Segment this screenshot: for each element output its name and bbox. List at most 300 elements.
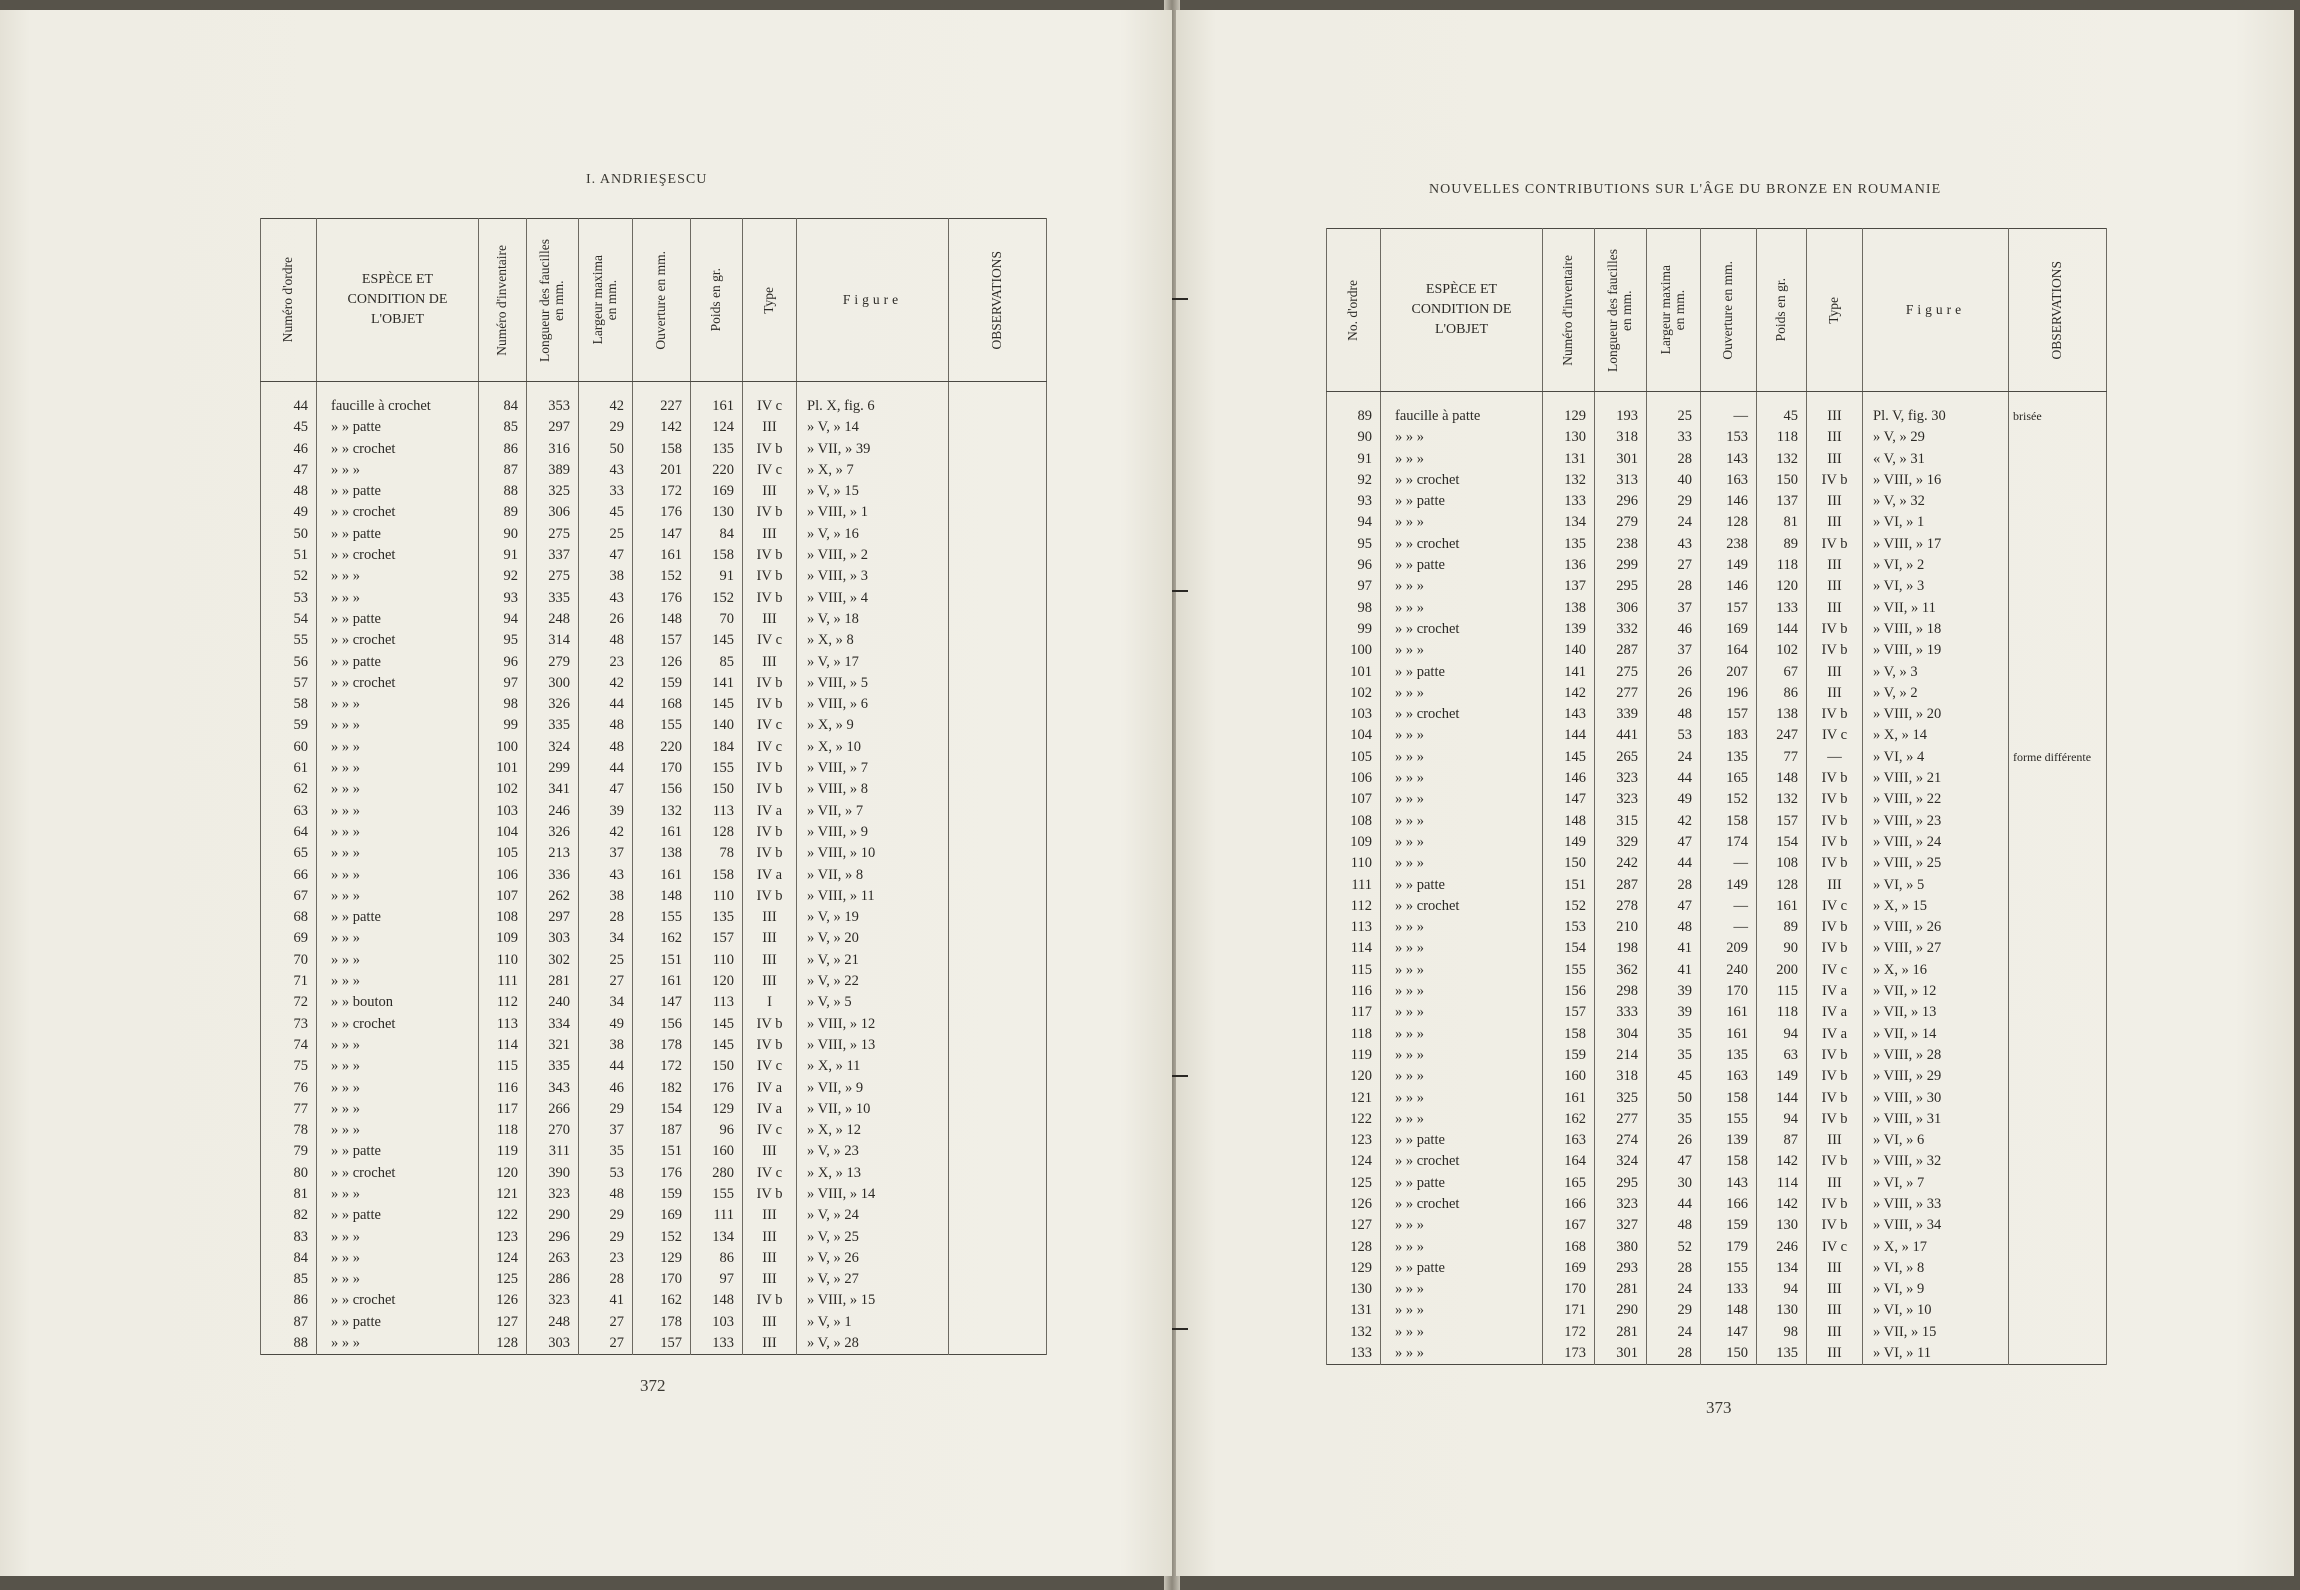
cell-inventaire: 149 <box>1543 832 1595 853</box>
cell-longueur: 262 <box>527 886 579 907</box>
table-row <box>261 652 1047 673</box>
cell-ordre: 102 <box>1327 683 1381 704</box>
table-row <box>1327 1237 2107 1258</box>
cell-largeur: 26 <box>579 609 633 630</box>
cell-espece: » » crochet <box>317 1290 479 1311</box>
cell-largeur: 24 <box>1647 512 1701 533</box>
table-row <box>261 1035 1047 1056</box>
header-observations: OBSERVATIONS <box>2009 229 2107 392</box>
cell-type: IV b <box>743 1290 797 1311</box>
cell-espece: » » » <box>1381 747 1543 768</box>
cell-type: IV b <box>1807 619 1863 640</box>
cell-poids: 103 <box>691 1312 743 1333</box>
table-row <box>261 1205 1047 1226</box>
cell-ordre: 128 <box>1327 1237 1381 1258</box>
cell-largeur: 38 <box>579 886 633 907</box>
cell-largeur: 48 <box>1647 1215 1701 1236</box>
cell-ordre: 112 <box>1327 896 1381 917</box>
cell-inventaire: 154 <box>1543 938 1595 959</box>
cell-observations <box>949 460 1047 481</box>
cell-largeur: 35 <box>1647 1045 1701 1066</box>
cell-figure: » VIII, » 10 <box>797 843 949 864</box>
cell-inventaire: 163 <box>1543 1130 1595 1151</box>
cell-ordre: 73 <box>261 1014 317 1035</box>
table-row <box>261 417 1047 438</box>
cell-type: III <box>1807 576 1863 597</box>
cell-espece: » » patte <box>317 481 479 502</box>
cell-largeur: 25 <box>1647 392 1701 428</box>
cell-largeur: 41 <box>1647 938 1701 959</box>
cell-type: III <box>1807 1258 1863 1279</box>
cell-type: III <box>1807 1173 1863 1194</box>
cell-ouverture: 172 <box>633 1056 691 1077</box>
cell-ouverture: 128 <box>1701 512 1757 533</box>
table-row <box>261 382 1047 418</box>
cell-figure: » VIII, » 1 <box>797 502 949 523</box>
header-ordre: Numéro d'ordre <box>261 219 317 382</box>
cell-type: IV c <box>743 1120 797 1141</box>
cell-poids: 97 <box>691 1269 743 1290</box>
cell-observations <box>2009 1300 2107 1321</box>
cell-observations <box>2009 1151 2107 1172</box>
cell-espece: » » » <box>1381 1066 1543 1087</box>
cell-type: III <box>743 1205 797 1226</box>
cell-poids: 130 <box>1757 1300 1807 1321</box>
cell-inventaire: 139 <box>1543 619 1595 640</box>
cell-type: IV b <box>1807 768 1863 789</box>
cell-ordre: 104 <box>1327 725 1381 746</box>
table-row <box>1327 1151 2107 1172</box>
cell-largeur: 44 <box>1647 853 1701 874</box>
cell-inventaire: 136 <box>1543 555 1595 576</box>
cell-longueur: 301 <box>1595 1343 1647 1365</box>
cell-longueur: 297 <box>527 907 579 928</box>
cell-ordre: 85 <box>261 1269 317 1290</box>
cell-figure: » X, » 16 <box>1863 960 2009 981</box>
table-row <box>261 1333 1047 1355</box>
cell-type: III <box>1807 875 1863 896</box>
cell-figure: » VII, » 39 <box>797 439 949 460</box>
cell-ouverture: 156 <box>633 779 691 800</box>
cell-ouverture: 178 <box>633 1312 691 1333</box>
cell-observations <box>2009 1088 2107 1109</box>
cell-largeur: 41 <box>579 1290 633 1311</box>
cell-ouverture: 146 <box>1701 491 1757 512</box>
cell-observations <box>2009 1045 2107 1066</box>
cell-poids: 150 <box>1757 470 1807 491</box>
cell-figure: » VIII, » 27 <box>1863 938 2009 959</box>
table-row <box>261 779 1047 800</box>
cell-poids: 89 <box>1757 534 1807 555</box>
cell-espece: » » » <box>317 737 479 758</box>
cell-figure: » VIII, » 29 <box>1863 1066 2009 1087</box>
cell-ordre: 110 <box>1327 853 1381 874</box>
cell-inventaire: 115 <box>479 1056 527 1077</box>
table-row <box>1327 598 2107 619</box>
cell-type: III <box>743 950 797 971</box>
table-row <box>1327 1173 2107 1194</box>
cell-ouverture: 165 <box>1701 768 1757 789</box>
cell-ouverture: 155 <box>633 907 691 928</box>
table-row <box>261 843 1047 864</box>
table-row <box>1327 1066 2107 1087</box>
cell-poids: 133 <box>691 1333 743 1355</box>
cell-poids: 155 <box>691 758 743 779</box>
cell-poids: 176 <box>691 1078 743 1099</box>
cell-ouverture: 162 <box>633 1290 691 1311</box>
cell-espece: » » » <box>317 1078 479 1099</box>
cell-espece: » » » <box>317 1099 479 1120</box>
cell-longueur: 198 <box>1595 938 1647 959</box>
cell-ordre: 120 <box>1327 1066 1381 1087</box>
cell-longueur: 353 <box>527 382 579 418</box>
cell-longueur: 303 <box>527 928 579 949</box>
cell-ordre: 116 <box>1327 981 1381 1002</box>
cell-poids: 118 <box>1757 1002 1807 1023</box>
cell-ouverture: 147 <box>633 524 691 545</box>
table-row <box>261 801 1047 822</box>
cell-longueur: 343 <box>527 1078 579 1099</box>
cell-largeur: 29 <box>579 1205 633 1226</box>
cell-ouverture: 161 <box>633 971 691 992</box>
cell-longueur: 213 <box>527 843 579 864</box>
cell-figure: » V, » 20 <box>797 928 949 949</box>
cell-espece: » » » <box>1381 512 1543 533</box>
cell-largeur: 28 <box>1647 449 1701 470</box>
cell-largeur: 27 <box>579 1312 633 1333</box>
cell-observations <box>2009 789 2107 810</box>
cell-poids: 169 <box>691 481 743 502</box>
cell-ordre: 71 <box>261 971 317 992</box>
cell-ordre: 124 <box>1327 1151 1381 1172</box>
cell-largeur: 24 <box>1647 747 1701 768</box>
header-ouverture: Ouverture en mm. <box>633 219 691 382</box>
cell-observations <box>949 609 1047 630</box>
cell-inventaire: 94 <box>479 609 527 630</box>
cell-largeur: 27 <box>579 971 633 992</box>
cell-poids: 150 <box>691 779 743 800</box>
cell-ouverture: 157 <box>1701 704 1757 725</box>
cell-type: IV b <box>743 1035 797 1056</box>
table-row <box>261 439 1047 460</box>
cell-espece: » » » <box>1381 768 1543 789</box>
cell-espece: » » » <box>317 928 479 949</box>
table-body <box>261 382 1047 1355</box>
cell-poids: 113 <box>691 992 743 1013</box>
cell-ouverture: — <box>1701 896 1757 917</box>
cell-ouverture: 129 <box>633 1248 691 1269</box>
cell-ordre: 76 <box>261 1078 317 1099</box>
cell-figure: » VIII, » 14 <box>797 1184 949 1205</box>
cell-observations <box>949 1056 1047 1077</box>
cell-inventaire: 92 <box>479 566 527 587</box>
cell-figure: » VI, » 5 <box>1863 875 2009 896</box>
table-body <box>1327 392 2107 1365</box>
cell-largeur: 25 <box>579 950 633 971</box>
cell-ouverture: 240 <box>1701 960 1757 981</box>
cell-ouverture: 143 <box>1701 1173 1757 1194</box>
cell-ordre: 57 <box>261 673 317 694</box>
cell-longueur: 321 <box>527 1035 579 1056</box>
cell-largeur: 42 <box>1647 811 1701 832</box>
cell-observations <box>2009 938 2107 959</box>
table-row <box>1327 1300 2107 1321</box>
cell-longueur: 315 <box>1595 811 1647 832</box>
cell-inventaire: 156 <box>1543 981 1595 1002</box>
cell-espece: » » » <box>317 588 479 609</box>
cell-figure: » VIII, » 34 <box>1863 1215 2009 1236</box>
cell-observations <box>949 1163 1047 1184</box>
cell-figure: Pl. X, fig. 6 <box>797 382 949 418</box>
cell-inventaire: 112 <box>479 992 527 1013</box>
cell-espece: » » » <box>1381 449 1543 470</box>
table-row <box>261 1312 1047 1333</box>
cell-observations <box>949 758 1047 779</box>
cell-observations <box>2009 896 2107 917</box>
cell-largeur: 39 <box>1647 1002 1701 1023</box>
cell-figure: » V, » 19 <box>797 907 949 928</box>
cell-longueur: 324 <box>1595 1151 1647 1172</box>
cell-ordre: 108 <box>1327 811 1381 832</box>
cell-ouverture: 157 <box>633 630 691 651</box>
cell-type: III <box>743 1141 797 1162</box>
cell-inventaire: 135 <box>1543 534 1595 555</box>
running-head: NOUVELLES CONTRIBUTIONS SUR L'ÂGE DU BRONZE EN ROUMANIE <box>1429 182 1942 197</box>
cell-figure: » V, » 3 <box>1863 662 2009 683</box>
cell-figure: » V, » 23 <box>797 1141 949 1162</box>
cell-figure: » VIII, » 6 <box>797 694 949 715</box>
cell-observations <box>949 524 1047 545</box>
cell-type: IV b <box>1807 1215 1863 1236</box>
cell-ordre: 109 <box>1327 832 1381 853</box>
cell-ouverture: 143 <box>1701 449 1757 470</box>
cell-type: IV c <box>743 1163 797 1184</box>
cell-largeur: 35 <box>1647 1109 1701 1130</box>
cell-observations <box>949 588 1047 609</box>
cell-poids: 145 <box>691 1035 743 1056</box>
cell-ordre: 106 <box>1327 768 1381 789</box>
cell-figure: » VI, » 10 <box>1863 1300 2009 1321</box>
table-row <box>1327 853 2107 874</box>
cell-largeur: 45 <box>1647 1066 1701 1087</box>
cell-type: IV b <box>1807 1066 1863 1087</box>
cell-poids: 98 <box>1757 1322 1807 1343</box>
cell-poids: 96 <box>691 1120 743 1141</box>
cell-espece: » » patte <box>1381 555 1543 576</box>
cell-ouverture: 150 <box>1701 1343 1757 1365</box>
cell-ouverture: 227 <box>633 382 691 418</box>
cell-ordre: 52 <box>261 566 317 587</box>
cell-longueur: 323 <box>1595 789 1647 810</box>
cell-ouverture: 158 <box>1701 1088 1757 1109</box>
cell-observations <box>949 502 1047 523</box>
table-row <box>1327 1194 2107 1215</box>
table-row <box>261 1184 1047 1205</box>
cell-observations <box>949 950 1047 971</box>
cell-espece: » » patte <box>317 907 479 928</box>
cell-type: IV b <box>743 673 797 694</box>
cell-inventaire: 144 <box>1543 725 1595 746</box>
cell-espece: » » » <box>317 801 479 822</box>
table-row <box>1327 938 2107 959</box>
cell-figure: » V, » 16 <box>797 524 949 545</box>
cell-inventaire: 87 <box>479 460 527 481</box>
cell-ordre: 83 <box>261 1227 317 1248</box>
table-row <box>261 502 1047 523</box>
cell-inventaire: 95 <box>479 630 527 651</box>
cell-largeur: 44 <box>579 694 633 715</box>
cell-largeur: 47 <box>1647 1151 1701 1172</box>
cell-ouverture: 152 <box>633 1227 691 1248</box>
cell-espece: » » patte <box>317 417 479 438</box>
cell-poids: 115 <box>1757 981 1807 1002</box>
cell-figure: » VII, » 10 <box>797 1099 949 1120</box>
cell-observations <box>949 1333 1047 1355</box>
cell-ouverture: 157 <box>633 1333 691 1355</box>
table-row <box>261 1056 1047 1077</box>
cell-ordre: 55 <box>261 630 317 651</box>
inventory-table <box>260 218 1047 1355</box>
cell-inventaire: 110 <box>479 950 527 971</box>
cell-type: IV a <box>743 865 797 886</box>
cell-espece: » » » <box>317 1333 479 1355</box>
cell-ordre: 53 <box>261 588 317 609</box>
cell-longueur: 441 <box>1595 725 1647 746</box>
cell-largeur: 39 <box>579 801 633 822</box>
cell-poids: 140 <box>691 715 743 736</box>
cell-poids: 155 <box>691 1184 743 1205</box>
cell-poids: 161 <box>1757 896 1807 917</box>
cell-ordre: 77 <box>261 1099 317 1120</box>
cell-type: III <box>743 417 797 438</box>
cell-largeur: 35 <box>579 1141 633 1162</box>
cell-inventaire: 161 <box>1543 1088 1595 1109</box>
table-row <box>1327 640 2107 661</box>
cell-observations <box>949 1205 1047 1226</box>
cell-poids: 124 <box>691 417 743 438</box>
cell-inventaire: 99 <box>479 715 527 736</box>
cell-observations <box>2009 683 2107 704</box>
cell-espece: » » patte <box>317 1141 479 1162</box>
cell-espece: » » patte <box>1381 875 1543 896</box>
cell-observations <box>949 907 1047 928</box>
cell-inventaire: 127 <box>479 1312 527 1333</box>
cell-poids: 142 <box>1757 1151 1807 1172</box>
cell-observations <box>949 694 1047 715</box>
cell-ouverture: 135 <box>1701 1045 1757 1066</box>
cell-espece: » » » <box>1381 789 1543 810</box>
cell-observations <box>949 566 1047 587</box>
cell-observations <box>949 1141 1047 1162</box>
cell-ouverture: 170 <box>633 1269 691 1290</box>
cell-type: IV b <box>743 439 797 460</box>
cell-espece: » » » <box>317 460 479 481</box>
cell-espece: » » » <box>317 694 479 715</box>
cell-ordre: 74 <box>261 1035 317 1056</box>
cell-poids: 149 <box>1757 1066 1807 1087</box>
cell-poids: 102 <box>1757 640 1807 661</box>
cell-largeur: 38 <box>579 1035 633 1056</box>
header-ouverture: Ouverture en mm. <box>1701 229 1757 392</box>
cell-largeur: 42 <box>579 822 633 843</box>
table-row <box>1327 917 2107 938</box>
cell-poids: 89 <box>1757 917 1807 938</box>
cell-poids: 135 <box>691 439 743 460</box>
cell-ordre: 129 <box>1327 1258 1381 1279</box>
cell-longueur: 323 <box>527 1290 579 1311</box>
cell-poids: 110 <box>691 950 743 971</box>
cell-type: IV c <box>1807 1237 1863 1258</box>
cell-poids: 160 <box>691 1141 743 1162</box>
cell-figure: » X, » 12 <box>797 1120 949 1141</box>
cell-longueur: 298 <box>1595 981 1647 1002</box>
cell-espece: » » patte <box>317 1205 479 1226</box>
table-row <box>261 1120 1047 1141</box>
table-row <box>1327 555 2107 576</box>
cell-longueur: 248 <box>527 1312 579 1333</box>
header-longueur: Longueur des faucilles en mm. <box>1595 229 1647 392</box>
cell-figure: » X, » 13 <box>797 1163 949 1184</box>
cell-observations <box>949 737 1047 758</box>
cell-longueur: 299 <box>527 758 579 779</box>
cell-ordre: 65 <box>261 843 317 864</box>
cell-inventaire: 141 <box>1543 662 1595 683</box>
cell-observations <box>949 928 1047 949</box>
table-row <box>1327 1024 2107 1045</box>
cell-ouverture: 156 <box>633 1014 691 1035</box>
cell-ordre: 98 <box>1327 598 1381 619</box>
cell-ouverture: 176 <box>633 502 691 523</box>
table-row <box>261 992 1047 1013</box>
cell-type: IV b <box>1807 1045 1863 1066</box>
cell-ouverture: 157 <box>1701 598 1757 619</box>
cell-ouverture: 126 <box>633 652 691 673</box>
cell-poids: 158 <box>691 865 743 886</box>
cell-observations <box>2009 491 2107 512</box>
cell-longueur: 242 <box>1595 853 1647 874</box>
cell-ouverture: 146 <box>1701 576 1757 597</box>
cell-ordre: 90 <box>1327 427 1381 448</box>
cell-inventaire: 169 <box>1543 1258 1595 1279</box>
cell-observations <box>949 886 1047 907</box>
cell-figure: » VIII, » 2 <box>797 545 949 566</box>
cell-poids: 94 <box>1757 1279 1807 1300</box>
header-largeur: Largeur maxima en mm. <box>579 219 633 382</box>
cell-inventaire: 172 <box>1543 1322 1595 1343</box>
cell-poids: 87 <box>1757 1130 1807 1151</box>
cell-ordre: 66 <box>261 865 317 886</box>
cell-largeur: 26 <box>1647 683 1701 704</box>
cell-inventaire: 150 <box>1543 853 1595 874</box>
cell-type: IV b <box>743 566 797 587</box>
cell-figure: » VIII, » 19 <box>1863 640 2009 661</box>
cell-espece: » » » <box>1381 683 1543 704</box>
cell-type: III <box>743 928 797 949</box>
table-row <box>1327 704 2107 725</box>
cell-largeur: 48 <box>1647 704 1701 725</box>
cell-espece: » » » <box>1381 1279 1543 1300</box>
cell-ouverture: 148 <box>633 609 691 630</box>
cell-espece: » » » <box>1381 981 1543 1002</box>
cell-longueur: 327 <box>1595 1215 1647 1236</box>
table-row <box>1327 449 2107 470</box>
cell-ouverture: 155 <box>1701 1109 1757 1130</box>
cell-type: III <box>743 609 797 630</box>
cell-espece: » » crochet <box>317 1163 479 1184</box>
cell-type: III <box>1807 555 1863 576</box>
cell-longueur: 329 <box>1595 832 1647 853</box>
table-row <box>261 1248 1047 1269</box>
